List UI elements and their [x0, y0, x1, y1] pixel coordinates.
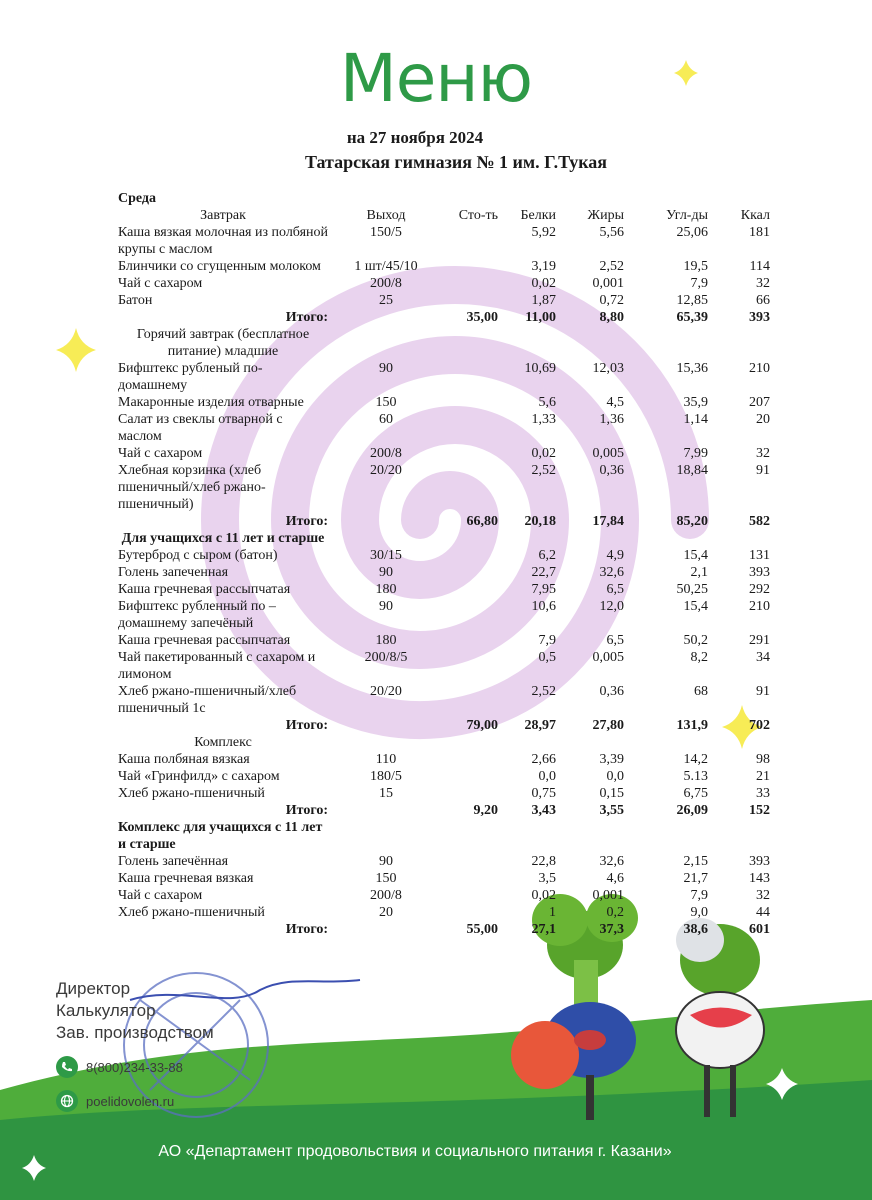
protein-cell: 10,6 [531, 599, 556, 614]
dish-name: Каша полбяная вязкая [118, 752, 250, 767]
kcal-cell: 32 [756, 888, 770, 903]
protein-cell: 0,75 [531, 786, 556, 801]
protein-cell: Белки [520, 208, 556, 223]
fat-cell: 27,80 [592, 718, 624, 733]
carbs-cell: 15,36 [676, 361, 708, 376]
protein-cell: 3,5 [538, 871, 556, 886]
kcal-cell: 393 [749, 565, 770, 580]
dish-name: Комплекс [194, 735, 252, 750]
portion-cell: 180/5 [370, 769, 402, 784]
kcal-cell: 210 [749, 599, 770, 614]
section-row [118, 207, 788, 224]
portion-cell: 20/20 [370, 463, 402, 478]
dish-name: Хлеб ржано-пшеничный [118, 786, 265, 801]
portion-cell: 20 [379, 905, 393, 920]
portion-cell: 150 [375, 395, 397, 410]
dish-name: Итого: [285, 514, 328, 529]
kcal-cell: 291 [749, 633, 770, 648]
dish-name: Итого: [285, 803, 328, 818]
carbs-cell: 8,2 [690, 650, 708, 665]
section-row [118, 819, 788, 853]
dish-name: Каша гречневая рассыпчатая [118, 582, 291, 597]
dish-name: Хлеб ржано-пшеничный [118, 905, 265, 920]
protein-cell: 7,9 [538, 633, 556, 648]
portion-cell: 20/20 [370, 684, 402, 699]
carbs-cell: 68 [694, 684, 708, 699]
dish-name: Бифштекс рубленный по – домашнему запечёный [118, 599, 276, 631]
dish-name: Завтрак [200, 208, 246, 223]
phone-icon [56, 1056, 78, 1078]
portion-cell: 15 [379, 786, 393, 801]
protein-cell: 20,18 [524, 514, 556, 529]
school-name: Татарская гимназия № 1 им. Г.Тукая [304, 152, 608, 172]
fat-cell: 0,001 [592, 888, 624, 903]
kcal-cell: 20 [756, 412, 770, 427]
carbs-cell: 85,20 [676, 514, 708, 529]
carbs-cell: 50,25 [676, 582, 708, 597]
protein-cell: 0,02 [531, 446, 556, 461]
dish-name: Каша вязкая молочная из полбяной крупы с маслом [118, 225, 328, 257]
price-cell: 79,00 [466, 718, 498, 733]
carbs-cell: 7,9 [690, 276, 708, 291]
menu-item-row [118, 887, 788, 904]
menu-item-row [118, 853, 788, 870]
kcal-cell: 131 [749, 548, 770, 563]
carbs-cell: 25,06 [676, 225, 708, 240]
dish-name: Бутерброд с сыром (батон) [118, 548, 278, 563]
dish-name: Чай «Гринфилд» с сахаром [118, 769, 280, 784]
carbs-cell: 21,7 [683, 871, 708, 886]
price-cell: 55,00 [466, 922, 498, 937]
protein-cell: 5,6 [538, 395, 556, 410]
kcal-cell: 292 [749, 582, 770, 597]
fat-cell: 3,39 [599, 752, 624, 767]
portion-cell: 150 [375, 871, 397, 886]
fat-cell: 3,55 [599, 803, 624, 818]
dish-name: Каша гречневая рассыпчатая [118, 633, 291, 648]
menu-item-row [118, 904, 788, 921]
kcal-cell: 33 [756, 786, 770, 801]
section-row [118, 530, 788, 547]
website-link[interactable]: poelidovolen.ru [86, 1093, 175, 1109]
total-row [118, 802, 788, 819]
fat-cell: 0,005 [592, 650, 624, 665]
dish-name: Батон [118, 293, 153, 308]
portion-cell: Выход [366, 208, 406, 223]
fat-cell: 0,36 [599, 463, 624, 478]
menu-item-row [118, 445, 788, 462]
fat-cell: 0,001 [592, 276, 624, 291]
carbs-cell: 12,85 [676, 293, 708, 308]
total-row [118, 513, 788, 530]
protein-cell: 2,66 [531, 752, 556, 767]
portion-cell: 200/8 [370, 276, 402, 291]
fat-cell: 0,2 [606, 905, 624, 920]
fat-cell: 0,15 [599, 786, 624, 801]
fat-cell: 0,0 [606, 769, 624, 784]
menu-item-row [118, 683, 788, 717]
signatures-block [56, 978, 214, 1044]
dish-name: Комплекс для учащихся с 11 лет и старше [118, 820, 323, 852]
phone-contact [56, 1056, 183, 1078]
menu-item-row [118, 360, 788, 394]
kcal-cell: 21 [756, 769, 770, 784]
carbs-cell: Угл-ды [666, 208, 708, 223]
menu-item-row [118, 564, 788, 581]
carbs-cell: 1,14 [683, 412, 708, 427]
fat-cell: 6,5 [606, 633, 624, 648]
portion-cell: 180 [375, 582, 397, 597]
dish-name: Чай с сахаром [118, 888, 203, 903]
protein-cell: 5,92 [531, 225, 556, 240]
menu-item-row [118, 632, 788, 649]
portion-cell: 200/8 [370, 446, 402, 461]
menu-item-row [118, 275, 788, 292]
fat-cell: 0,36 [599, 684, 624, 699]
menu-item-row [118, 768, 788, 785]
total-row [118, 921, 788, 938]
carbs-cell: 15,4 [683, 599, 708, 614]
protein-cell: 0,02 [531, 276, 556, 291]
carbs-cell: 2,15 [683, 854, 708, 869]
menu-date: на 27 ноября 2024 [346, 128, 484, 147]
price-cell: Сто-ть [458, 208, 498, 223]
menu-item-row [118, 649, 788, 683]
kcal-cell: 210 [749, 361, 770, 376]
menu-item-row [118, 224, 788, 258]
protein-cell: 0,0 [538, 769, 556, 784]
dish-name: Чай пакетированный с сахаром и лимоном [118, 650, 316, 682]
portion-cell: 25 [379, 293, 393, 308]
fat-cell: 12,0 [599, 599, 624, 614]
menu-item-row [118, 292, 788, 309]
kcal-cell: 91 [756, 463, 770, 478]
fat-cell: 4,6 [606, 871, 624, 886]
dish-name: Голень запечённая [118, 854, 229, 869]
kcal-cell: 582 [749, 514, 770, 529]
price-cell: 66,80 [466, 514, 498, 529]
menu-item-row [118, 870, 788, 887]
kcal-cell: 702 [749, 718, 770, 733]
protein-cell: 2,52 [531, 684, 556, 699]
protein-cell: 27,1 [531, 922, 556, 937]
fat-cell: 4,5 [606, 395, 624, 410]
carbs-cell: 19,5 [683, 259, 708, 274]
fat-cell: 12,03 [592, 361, 624, 376]
menu-item-row [118, 785, 788, 802]
protein-cell: 0,5 [538, 650, 556, 665]
fat-cell: 4,9 [606, 548, 624, 563]
protein-cell: 1,87 [531, 293, 556, 308]
menu-item-row [118, 581, 788, 598]
fat-cell: Жиры [587, 208, 624, 223]
portion-cell: 90 [379, 599, 393, 614]
dish-name: Голень запеченная [118, 565, 229, 580]
carbs-cell: 18,84 [676, 463, 708, 478]
dish-name: Чай с сахаром [118, 276, 203, 291]
dish-name: Блинчики со сгущенным молоком [118, 259, 321, 274]
portion-cell: 200/8 [370, 888, 402, 903]
protein-cell: 3,19 [531, 259, 556, 274]
carbs-cell: 5.13 [683, 769, 708, 784]
protein-cell: 2,52 [531, 463, 556, 478]
kcal-cell: 207 [749, 395, 770, 410]
total-row [118, 717, 788, 734]
protein-cell: 7,95 [531, 582, 556, 597]
carbs-cell: 2,1 [690, 565, 708, 580]
protein-cell: 22,7 [531, 565, 556, 580]
menu-table [118, 190, 788, 938]
portion-cell: 110 [375, 752, 397, 767]
dish-name: Итого: [285, 310, 328, 325]
dish-name: Горячий завтрак (бесплатное питание) младшие [136, 327, 310, 359]
dish-name: Для учащихся с 11 лет и старше [121, 531, 325, 546]
protein-cell: 0,02 [531, 888, 556, 903]
sparkle-icon [56, 328, 96, 372]
website-contact [56, 1090, 174, 1112]
kcal-cell: 32 [756, 446, 770, 461]
protein-cell: 6,2 [538, 548, 556, 563]
fat-cell: 5,56 [599, 225, 624, 240]
kcal-cell: 393 [749, 310, 770, 325]
kcal-cell: 601 [749, 922, 770, 937]
dish-name: Хлебная корзинка (хлеб пшеничный/хлеб ржано-пшеничный) [118, 463, 266, 512]
menu-item-row [118, 547, 788, 564]
fat-cell: 6,5 [606, 582, 624, 597]
phone-number: 8(800)234-33-88 [86, 1059, 183, 1075]
portion-cell: 90 [379, 854, 393, 869]
section-row [118, 326, 788, 360]
carbs-cell: 131,9 [676, 718, 708, 733]
fat-cell: 32,6 [599, 565, 624, 580]
protein-cell: 1 [549, 905, 556, 920]
menu-item-row [118, 598, 788, 632]
globe-icon [56, 1090, 78, 1112]
dish-name: Среда [118, 191, 157, 206]
menu-item-row [118, 751, 788, 768]
carbs-cell: 65,39 [676, 310, 708, 325]
protein-cell: 3,43 [531, 803, 556, 818]
calculator-label: Калькулятор [56, 1001, 156, 1020]
menu-item-row [118, 411, 788, 445]
carbs-cell: 9,0 [690, 905, 708, 920]
kcal-cell: 66 [756, 293, 770, 308]
kcal-cell: 114 [749, 259, 770, 274]
carbs-cell: 38,6 [683, 922, 708, 937]
kcal-cell: 32 [756, 276, 770, 291]
section-row [118, 190, 788, 207]
kcal-cell: 143 [749, 871, 770, 886]
portion-cell: 30/15 [370, 548, 402, 563]
protein-cell: 28,97 [524, 718, 556, 733]
carbs-cell: 14,2 [683, 752, 708, 767]
section-row [118, 734, 788, 751]
dish-name: Каша гречневая вязкая [118, 871, 254, 886]
menu-item-row [118, 394, 788, 411]
price-cell: 9,20 [473, 803, 498, 818]
carbs-cell: 6,75 [683, 786, 708, 801]
carbs-cell: 15,4 [683, 548, 708, 563]
dish-name: Чай с сахаром [118, 446, 203, 461]
organization-name: АО «Департамент продовольствия и социального питания г. Казани» [158, 1143, 672, 1160]
carbs-cell: 35,9 [683, 395, 708, 410]
page-title: Меню [339, 40, 533, 117]
fat-cell: 2,52 [599, 259, 624, 274]
dish-name: Хлеб ржано-пшеничный/хлеб пшеничный 1с [118, 684, 297, 716]
dish-name: Макаронные изделия отварные [118, 395, 304, 410]
director-label: Директор [56, 979, 131, 998]
carbs-cell: 26,09 [676, 803, 708, 818]
total-row [118, 309, 788, 326]
price-cell: 35,00 [466, 310, 498, 325]
fat-cell: 0,005 [592, 446, 624, 461]
protein-cell: 1,33 [531, 412, 556, 427]
fat-cell: 8,80 [599, 310, 624, 325]
kcal-cell: 44 [756, 905, 770, 920]
protein-cell: 10,69 [524, 361, 556, 376]
carbs-cell: 50,2 [683, 633, 708, 648]
kcal-cell: 181 [749, 225, 770, 240]
fat-cell: 0,72 [599, 293, 624, 308]
fat-cell: 32,6 [599, 854, 624, 869]
dish-name: Салат из свеклы отварной с маслом [118, 412, 283, 444]
portion-cell: 60 [379, 412, 393, 427]
carbs-cell: 7,9 [690, 888, 708, 903]
fat-cell: 1,36 [599, 412, 624, 427]
kcal-cell: Ккал [740, 208, 770, 223]
portion-cell: 150/5 [370, 225, 402, 240]
kcal-cell: 152 [749, 803, 770, 818]
dish-name: Итого: [285, 922, 328, 937]
protein-cell: 22,8 [531, 854, 556, 869]
menu-item-row [118, 258, 788, 275]
production-head-label: Зав. производством [56, 1023, 214, 1042]
portion-cell: 1 шт/45/10 [354, 259, 418, 274]
portion-cell: 180 [375, 633, 397, 648]
menu-item-row [118, 462, 788, 513]
fat-cell: 17,84 [592, 514, 624, 529]
kcal-cell: 98 [756, 752, 770, 767]
portion-cell: 90 [379, 565, 393, 580]
protein-cell: 11,00 [525, 310, 556, 325]
kcal-cell: 393 [749, 854, 770, 869]
dish-name: Бифштекс рубленый по-домашнему [118, 361, 263, 393]
portion-cell: 90 [379, 361, 393, 376]
portion-cell: 200/8/5 [364, 650, 408, 665]
carbs-cell: 7,99 [683, 446, 708, 461]
kcal-cell: 34 [756, 650, 770, 665]
dish-name: Итого: [285, 718, 328, 733]
fat-cell: 37,3 [599, 922, 624, 937]
kcal-cell: 91 [756, 684, 770, 699]
